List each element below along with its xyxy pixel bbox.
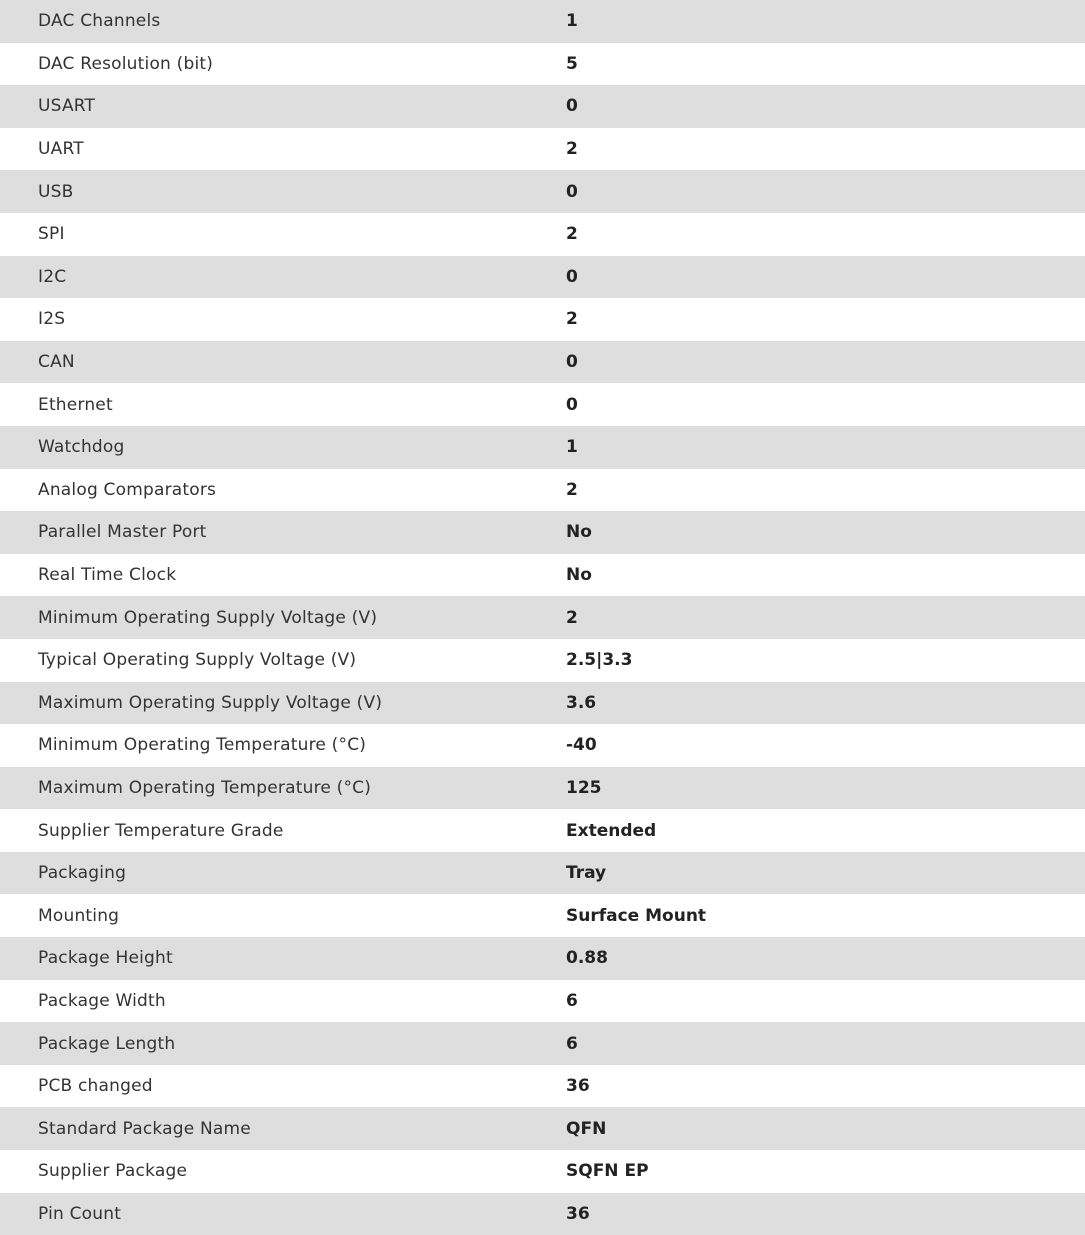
spec-value: 2 <box>566 607 578 628</box>
spec-row <box>0 43 1085 86</box>
spec-value: 125 <box>566 777 602 798</box>
spec-value: 0 <box>566 394 578 415</box>
spec-label: Standard Package Name <box>38 1118 251 1139</box>
spec-row <box>0 426 1085 469</box>
spec-row <box>0 724 1085 767</box>
spec-value: 5 <box>566 53 578 74</box>
spec-value: 0.88 <box>566 948 608 969</box>
spec-row <box>0 809 1085 852</box>
spec-label: I2S <box>38 309 66 330</box>
spec-row <box>0 767 1085 810</box>
spec-row <box>0 170 1085 213</box>
spec-value: 6 <box>566 990 578 1011</box>
spec-label: Package Width <box>38 990 166 1011</box>
spec-row <box>0 682 1085 725</box>
spec-label: Maximum Operating Temperature (°C) <box>38 777 372 798</box>
spec-value: QFN <box>566 1118 607 1139</box>
spec-value: 1 <box>566 437 578 458</box>
spec-value: 0 <box>566 266 578 287</box>
spec-label: PCB changed <box>38 1076 153 1097</box>
spec-value: No <box>566 565 592 586</box>
spec-label: USB <box>38 181 74 202</box>
spec-value: 2.5|3.3 <box>566 650 633 671</box>
spec-label: DAC Channels <box>38 11 161 32</box>
spec-label: Supplier Package <box>38 1161 188 1182</box>
spec-row <box>0 894 1085 937</box>
spec-row <box>0 85 1085 128</box>
spec-value: -40 <box>566 735 597 756</box>
spec-label: Maximum Operating Supply Voltage (V) <box>38 692 383 713</box>
spec-row <box>0 852 1085 895</box>
spec-value: 1 <box>566 11 578 32</box>
spec-value: 0 <box>566 96 578 117</box>
spec-label: Packaging <box>38 863 127 884</box>
spec-value: 2 <box>566 479 578 500</box>
spec-row <box>0 554 1085 597</box>
spec-value: 0 <box>566 181 578 202</box>
spec-row <box>0 511 1085 554</box>
spec-row <box>0 980 1085 1023</box>
spec-value: Surface Mount <box>566 905 707 926</box>
spec-label: Minimum Operating Temperature (°C) <box>38 735 367 756</box>
spec-label: Mounting <box>38 905 120 926</box>
spec-row <box>0 256 1085 299</box>
spec-value: No <box>566 522 592 543</box>
spec-label: Pin Count <box>38 1203 122 1224</box>
spec-row <box>0 298 1085 341</box>
spec-row <box>0 469 1085 512</box>
spec-value: 6 <box>566 1033 578 1054</box>
spec-row <box>0 128 1085 171</box>
spec-row <box>0 341 1085 384</box>
spec-row <box>0 937 1085 980</box>
spec-value: 0 <box>566 352 578 373</box>
spec-label: Package Height <box>38 948 173 969</box>
spec-row <box>0 0 1085 43</box>
spec-row <box>0 1193 1085 1235</box>
spec-label: DAC Resolution (bit) <box>38 53 214 74</box>
spec-value: Extended <box>566 820 657 841</box>
spec-label: USART <box>38 96 96 117</box>
spec-label: I2C <box>38 266 67 287</box>
spec-label: UART <box>38 139 84 160</box>
spec-row <box>0 596 1085 639</box>
spec-row <box>0 1022 1085 1065</box>
spec-label: Ethernet <box>38 394 113 415</box>
spec-value: 3.6 <box>566 692 597 713</box>
spec-label: Supplier Temperature Grade <box>38 820 284 841</box>
spec-value: SQFN EP <box>566 1161 649 1182</box>
spec-label: Real Time Clock <box>38 565 177 586</box>
spec-row <box>0 213 1085 256</box>
spec-value: 2 <box>566 139 578 160</box>
spec-row <box>0 1107 1085 1150</box>
spec-label: Analog Comparators <box>38 479 217 500</box>
spec-value: 2 <box>566 224 578 245</box>
spec-row <box>0 1065 1085 1108</box>
spec-value: 36 <box>566 1076 590 1097</box>
spec-label: Package Length <box>38 1033 176 1054</box>
spec-row <box>0 639 1085 682</box>
spec-row <box>0 1150 1085 1193</box>
spec-label: Minimum Operating Supply Voltage (V) <box>38 607 378 628</box>
spec-label: SPI <box>38 224 65 245</box>
spec-label: Parallel Master Port <box>38 522 207 543</box>
spec-value: 2 <box>566 309 578 330</box>
spec-value: Tray <box>566 863 607 884</box>
spec-row <box>0 383 1085 426</box>
spec-label: Typical Operating Supply Voltage (V) <box>38 650 357 671</box>
spec-value: 36 <box>566 1203 590 1224</box>
spec-label: CAN <box>38 352 75 373</box>
spec-label: Watchdog <box>38 437 125 458</box>
